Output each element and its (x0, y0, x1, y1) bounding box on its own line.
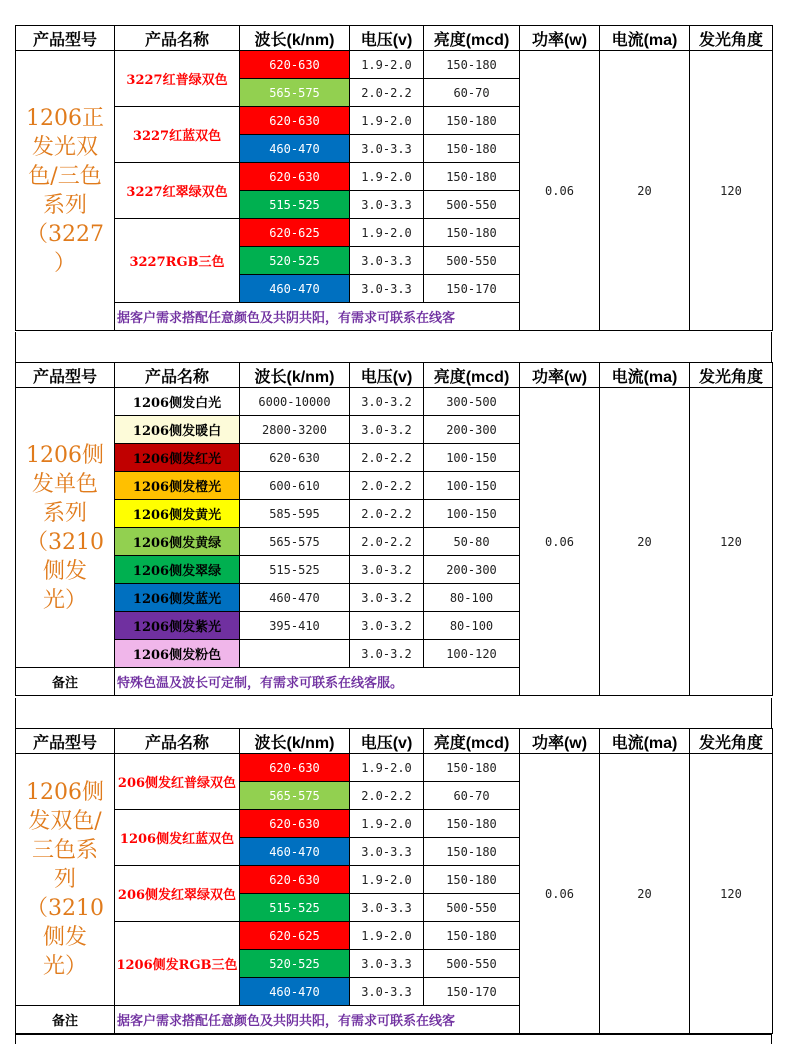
voltage-cell: 3.0-3.3 (350, 838, 424, 866)
current-cell: 20 (600, 51, 690, 331)
voltage-cell: 1.9-2.0 (350, 810, 424, 838)
column-header: 功率(w) (520, 729, 600, 754)
voltage-cell: 2.0-2.2 (350, 444, 424, 472)
model-text-line: 发双色/ (28, 809, 102, 834)
model-text-line: 光） (42, 954, 87, 979)
model-text-line: 光） (42, 587, 87, 613)
voltage-cell: 1.9-2.0 (350, 107, 424, 135)
product-name-cell: 206侧发红翠绿双色 (115, 866, 240, 922)
product-model-cell (16, 754, 115, 1006)
column-header: 电压(v) (350, 26, 424, 51)
product-name-cell: 206侧发红普绿双色 (115, 754, 240, 810)
wavelength-cell: 620-630 (240, 866, 350, 894)
model-text-line: 系列 (42, 192, 87, 218)
wavelength-cell: 620-630 (240, 810, 350, 838)
brightness-cell: 150-180 (424, 838, 520, 866)
model-text-line: 发光双 (31, 134, 98, 160)
voltage-cell: 1.9-2.0 (350, 866, 424, 894)
model-text-line: 三色系 (31, 838, 98, 863)
column-header: 发光角度 (690, 26, 773, 51)
column-header: 波长(k/nm) (240, 363, 350, 388)
wavelength-cell: 520-525 (240, 247, 350, 275)
brightness-cell: 100-150 (424, 444, 520, 472)
spec-table-3 (15, 728, 773, 1034)
voltage-cell: 2.0-2.2 (350, 782, 424, 810)
column-header: 波长(k/nm) (240, 729, 350, 754)
next-section-edge (15, 1034, 772, 1044)
wavelength-cell: 515-525 (240, 894, 350, 922)
voltage-cell: 1.9-2.0 (350, 163, 424, 191)
column-header: 电压(v) (350, 729, 424, 754)
voltage-cell: 1.9-2.0 (350, 922, 424, 950)
wavelength-cell: 565-575 (240, 782, 350, 810)
column-header: 波长(k/nm) (240, 26, 350, 51)
brightness-cell: 150-180 (424, 219, 520, 247)
wavelength-cell: 620-630 (240, 107, 350, 135)
wavelength-cell: 620-625 (240, 922, 350, 950)
brightness-cell: 500-550 (424, 247, 520, 275)
power-cell: 0.06 (520, 51, 600, 331)
note-text: 特殊色温及波长可定制，有需求可联系在线客服。 (115, 668, 520, 696)
spec-table-1 (15, 25, 773, 331)
wavelength-cell: 460-470 (240, 135, 350, 163)
model-text-line: 侧发 (42, 925, 87, 950)
product-name-cell: 1206侧发红光 (115, 444, 240, 472)
brightness-cell: 150-180 (424, 866, 520, 894)
model-text-line: 侧发 (42, 558, 87, 584)
voltage-cell: 3.0-3.3 (350, 275, 424, 303)
angle-cell: 120 (690, 388, 773, 696)
column-header: 产品型号 (16, 729, 115, 754)
column-header: 亮度(mcd) (424, 729, 520, 754)
voltage-cell: 3.0-3.3 (350, 978, 424, 1006)
table-row (16, 51, 773, 79)
brightness-cell: 150-180 (424, 135, 520, 163)
section-gap (15, 698, 772, 728)
table-row (16, 388, 773, 416)
note-text: 据客户需求搭配任意颜色及共阴共阳，有需求可联系在线客 (115, 1006, 520, 1034)
header-row (16, 729, 773, 754)
wavelength-cell: 520-525 (240, 950, 350, 978)
model-text-line: （3210 (26, 529, 104, 555)
model-text-line: 系列 (42, 500, 87, 526)
brightness-cell: 150-170 (424, 978, 520, 1006)
model-text-line: 列 (53, 867, 76, 892)
brightness-cell: 60-70 (424, 782, 520, 810)
column-header: 功率(w) (520, 26, 600, 51)
note-label: 备注 (16, 1006, 115, 1034)
product-name-cell: 1206侧发紫光 (115, 612, 240, 640)
wavelength-cell: 620-625 (240, 219, 350, 247)
product-name-cell: 1206侧发黄光 (115, 500, 240, 528)
brightness-cell: 150-180 (424, 163, 520, 191)
brightness-cell: 50-80 (424, 528, 520, 556)
voltage-cell: 3.0-3.3 (350, 135, 424, 163)
brightness-cell: 500-550 (424, 950, 520, 978)
model-text-line: 1206侧 (26, 780, 104, 805)
brightness-cell: 200-300 (424, 556, 520, 584)
product-name-cell: 1206侧发黄绿 (115, 528, 240, 556)
product-name-cell: 1206侧发粉色 (115, 640, 240, 668)
voltage-cell: 1.9-2.0 (350, 219, 424, 247)
brightness-cell: 150-180 (424, 107, 520, 135)
current-cell: 20 (600, 754, 690, 1034)
brightness-cell: 150-180 (424, 51, 520, 79)
brightness-cell: 100-150 (424, 500, 520, 528)
product-name-cell: 1206侧发红蓝双色 (115, 810, 240, 866)
product-name-cell: 3227红翠绿双色 (115, 163, 240, 219)
brightness-cell: 500-550 (424, 191, 520, 219)
brightness-cell: 200-300 (424, 416, 520, 444)
voltage-cell: 3.0-3.3 (350, 191, 424, 219)
brightness-cell: 60-70 (424, 79, 520, 107)
voltage-cell: 3.0-3.2 (350, 640, 424, 668)
wavelength-cell (240, 640, 350, 668)
model-text-line: （3210 (26, 896, 104, 921)
voltage-cell: 3.0-3.3 (350, 950, 424, 978)
product-name-cell: 3227RGB三色 (115, 219, 240, 303)
table-row (16, 754, 773, 782)
column-header: 产品型号 (16, 26, 115, 51)
model-text-line: 发单色 (31, 471, 98, 497)
brightness-cell: 150-170 (424, 275, 520, 303)
angle-cell: 120 (690, 51, 773, 331)
wavelength-cell: 620-630 (240, 754, 350, 782)
current-cell: 20 (600, 388, 690, 696)
wavelength-cell: 460-470 (240, 275, 350, 303)
voltage-cell: 2.0-2.2 (350, 528, 424, 556)
product-name-cell: 1206侧发RGB三色 (115, 922, 240, 1006)
column-header: 产品名称 (115, 26, 240, 51)
column-header: 电压(v) (350, 363, 424, 388)
product-name-cell: 3227红普绿双色 (115, 51, 240, 107)
wavelength-cell: 2800-3200 (240, 416, 350, 444)
column-header: 电流(ma) (600, 729, 690, 754)
voltage-cell: 3.0-3.2 (350, 612, 424, 640)
voltage-cell: 3.0-3.3 (350, 247, 424, 275)
brightness-cell: 500-550 (424, 894, 520, 922)
wavelength-cell: 620-630 (240, 51, 350, 79)
model-text-line: 1206正 (26, 105, 104, 131)
column-header: 功率(w) (520, 363, 600, 388)
brightness-cell: 150-180 (424, 922, 520, 950)
column-header: 产品名称 (115, 729, 240, 754)
column-header: 产品名称 (115, 363, 240, 388)
angle-cell: 120 (690, 754, 773, 1034)
power-cell: 0.06 (520, 754, 600, 1034)
power-cell: 0.06 (520, 388, 600, 696)
header-row (16, 363, 773, 388)
wavelength-cell: 620-630 (240, 444, 350, 472)
column-header: 电流(ma) (600, 26, 690, 51)
model-text-line: （3227 (26, 221, 104, 247)
brightness-cell: 100-120 (424, 640, 520, 668)
brightness-cell: 80-100 (424, 584, 520, 612)
note-text: 据客户需求搭配任意颜色及共阴共阳，有需求可联系在线客 (115, 303, 520, 331)
note-label: 备注 (16, 668, 115, 696)
wavelength-cell: 515-525 (240, 191, 350, 219)
brightness-cell: 150-180 (424, 754, 520, 782)
voltage-cell: 3.0-3.2 (350, 416, 424, 444)
voltage-cell: 1.9-2.0 (350, 51, 424, 79)
column-header: 亮度(mcd) (424, 363, 520, 388)
wavelength-cell: 600-610 (240, 472, 350, 500)
wavelength-cell: 6000-10000 (240, 388, 350, 416)
voltage-cell: 3.0-3.2 (350, 584, 424, 612)
brightness-cell: 100-150 (424, 472, 520, 500)
voltage-cell: 3.0-3.2 (350, 556, 424, 584)
voltage-cell: 1.9-2.0 (350, 754, 424, 782)
model-text-line: ） (53, 250, 76, 276)
product-model-cell (16, 51, 115, 331)
column-header: 亮度(mcd) (424, 26, 520, 51)
column-header: 发光角度 (690, 363, 773, 388)
product-name-cell: 1206侧发橙光 (115, 472, 240, 500)
wavelength-cell: 515-525 (240, 556, 350, 584)
wavelength-cell: 565-575 (240, 79, 350, 107)
wavelength-cell: 585-595 (240, 500, 350, 528)
wavelength-cell: 565-575 (240, 528, 350, 556)
section-gap (15, 332, 772, 362)
product-name-cell: 1206侧发蓝光 (115, 584, 240, 612)
wavelength-cell: 460-470 (240, 838, 350, 866)
product-name-cell: 1206侧发翠绿 (115, 556, 240, 584)
product-name-cell: 1206侧发白光 (115, 388, 240, 416)
column-header: 电流(ma) (600, 363, 690, 388)
voltage-cell: 2.0-2.2 (350, 79, 424, 107)
wavelength-cell: 460-470 (240, 978, 350, 1006)
wavelength-cell: 620-630 (240, 163, 350, 191)
model-text-line: 色/三色 (28, 163, 102, 189)
model-text-line: 1206侧 (26, 442, 104, 468)
voltage-cell: 2.0-2.2 (350, 472, 424, 500)
product-name-cell: 3227红蓝双色 (115, 107, 240, 163)
wavelength-cell: 395-410 (240, 612, 350, 640)
wavelength-cell: 460-470 (240, 584, 350, 612)
brightness-cell: 80-100 (424, 612, 520, 640)
voltage-cell: 3.0-3.2 (350, 388, 424, 416)
voltage-cell: 2.0-2.2 (350, 500, 424, 528)
product-name-cell: 1206侧发暖白 (115, 416, 240, 444)
spec-table-2 (15, 362, 773, 696)
column-header: 发光角度 (690, 729, 773, 754)
column-header: 产品型号 (16, 363, 115, 388)
voltage-cell: 3.0-3.3 (350, 894, 424, 922)
brightness-cell: 150-180 (424, 810, 520, 838)
brightness-cell: 300-500 (424, 388, 520, 416)
header-row (16, 26, 773, 51)
product-model-cell (16, 388, 115, 668)
